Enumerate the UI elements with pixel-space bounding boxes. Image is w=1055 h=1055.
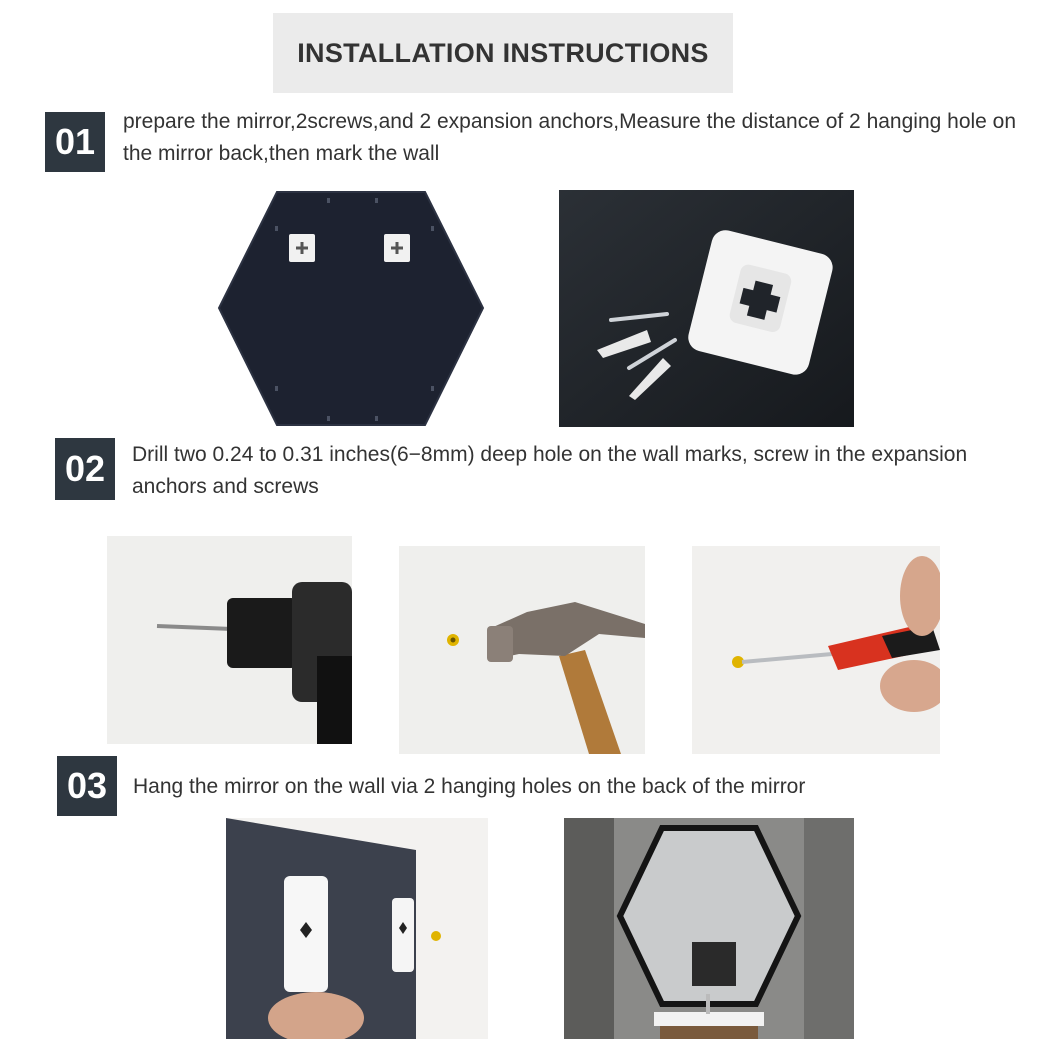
hardware-image (559, 190, 854, 427)
step-3-text: Hang the mirror on the wall via 2 hanging holes on the back of the mirror (133, 775, 806, 798)
drill-image (107, 536, 352, 744)
step-2-badge: 02 (55, 438, 115, 500)
mirror-back-image (217, 190, 485, 427)
screwdriver-image (692, 546, 940, 754)
step-2-text: Drill two 0.24 to 0.31 inches(6−8mm) deep hole on the wall marks, screw in the expansion anchors and screws (132, 443, 968, 498)
title-banner (273, 13, 733, 93)
installed-mirror-image (564, 818, 854, 1039)
step-3-badge: 03 (57, 756, 117, 816)
hammer-image (399, 546, 645, 754)
step-1-text: prepare the mirror,2screws,and 2 expansion anchors,Measure the distance of 2 hanging hole on the mirror back,then mark the wall (123, 110, 1017, 165)
step-1-badge: 01 (45, 112, 105, 172)
page-title: INSTALLATION INSTRUCTIONS (297, 37, 709, 68)
hanging-mirror-image (226, 818, 488, 1039)
